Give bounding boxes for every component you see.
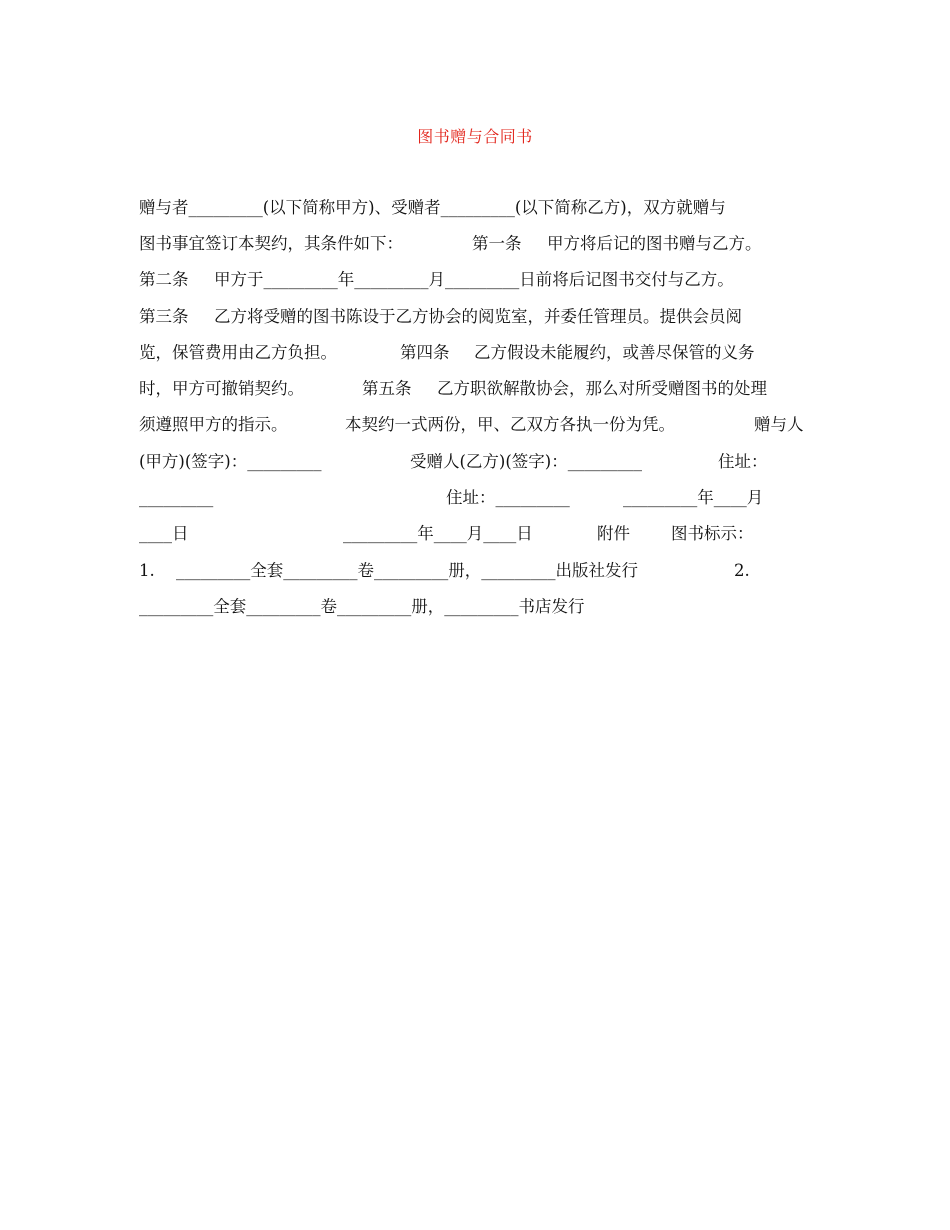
text-segment: 乙方将受赠的图书陈设于乙方协会的阅览室，并委任管理员。提供会员阅 [214,307,742,326]
text-line [0,305,950,329]
text-segment: _________全套_________卷_________册，_________书店发行 [139,597,585,616]
text-segment: ____日 [139,524,189,543]
text-line [0,377,950,401]
text-segment: 1. [139,561,155,580]
text-segment: 受赠人(乙方)(签字)：_________ [410,452,642,471]
text-line [0,413,950,437]
text-segment: 须遵照甲方的指示。 [139,415,288,434]
text-segment: 览，保管费用由乙方负担。 [139,343,337,362]
text-line [0,522,950,546]
text-line [0,268,950,292]
text-segment: _________年____月 [623,488,764,507]
text-segment: 住址： [718,452,768,471]
text-segment: 第三条 [139,307,189,326]
text-line [0,559,950,583]
text-segment: 附件 [597,524,630,543]
text-line [0,450,950,474]
text-segment: _________ [139,488,214,507]
text-segment: 图书事宜签订本契约，其条件如下： [139,234,403,253]
text-line [0,595,950,619]
text-segment: 赠与者_________(以下简称甲方)、受赠者_________(以下简称乙方)，双方就赠与 [139,198,726,217]
text-segment: 本契约一式两份，甲、乙双方各执一份为凭。 [345,415,675,434]
text-line [0,486,950,510]
text-line [0,196,950,220]
text-segment: 2. [734,561,750,580]
text-segment: 住址：_________ [446,488,570,507]
text-segment: _________年____月____日 [343,524,533,543]
text-segment: 时，甲方可撤销契约。 [139,379,304,398]
text-segment: 第五条 [362,379,412,398]
text-segment: (甲方)(签字)：_________ [139,452,322,471]
text-segment: 第四条 [400,343,450,362]
text-segment: 甲方于_________年_________月_________日前将后记图书交付与乙方。 [214,270,734,289]
text-segment: 图书标示： [671,524,754,543]
document-title: 图书赠与合同书 [417,127,533,146]
text-line [0,232,950,256]
text-segment: 乙方假设未能履约，或善尽保管的义务 [474,343,755,362]
text-line [0,341,950,365]
text-segment: 第一条 [472,234,522,253]
text-segment: 第二条 [139,270,189,289]
text-segment: 甲方将后记的图书赠与乙方。 [547,234,762,253]
text-segment: 乙方职欲解散协会，那么对所受赠图书的处理 [437,379,767,398]
text-segment: 赠与人 [754,415,804,434]
text-segment: _________全套_________卷_________册，_________出版社发行 [176,561,638,580]
